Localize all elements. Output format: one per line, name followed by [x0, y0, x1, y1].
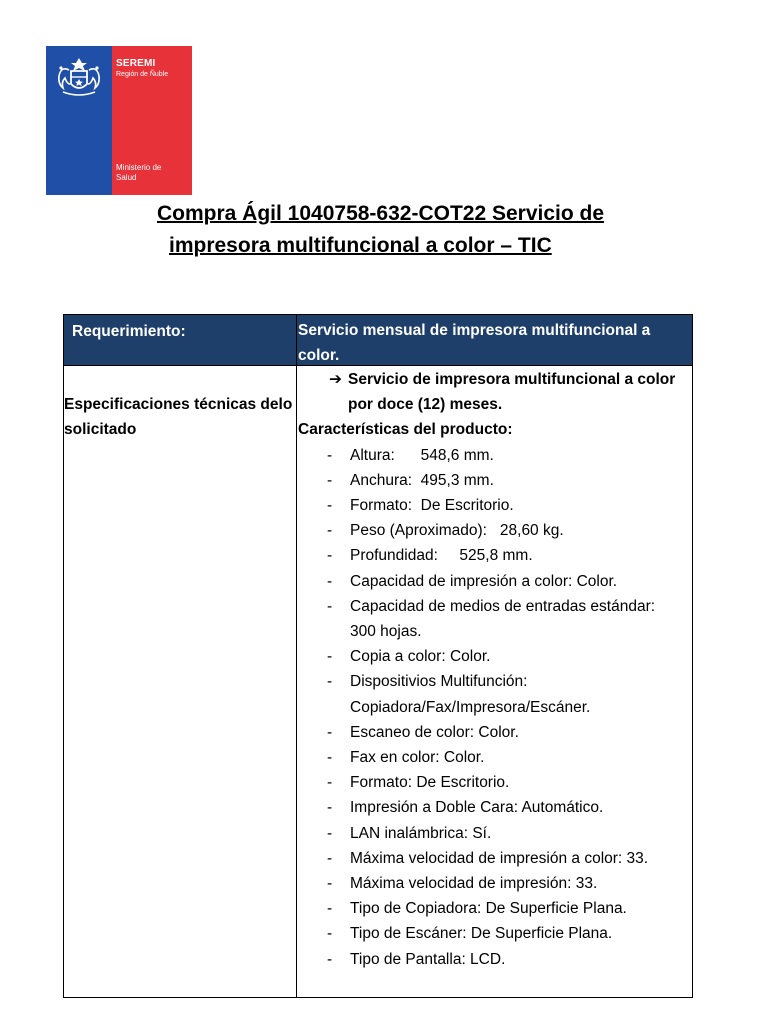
title-line1: Compra Ágil 1040758-632-COT22 Servicio de: [157, 202, 605, 225]
table-body-row: [64, 366, 692, 997]
feature-text: LAN inalámbrica: Sí.: [350, 824, 492, 842]
feature-text: Escaneo de color: Color.: [350, 723, 519, 741]
feature-item: [298, 518, 688, 543]
service-item: [298, 367, 688, 417]
feature-list: [298, 443, 688, 972]
feature-item: [298, 569, 688, 594]
logo-ministry-line2: Salud: [116, 173, 137, 182]
dash-bullet-icon: -: [327, 774, 333, 792]
feature-text: Profundidad: 525,8 mm.: [350, 547, 533, 565]
logo-blue-panel: [46, 46, 112, 195]
characteristics-heading: Características del producto:: [298, 421, 513, 439]
dash-bullet-icon: -: [327, 824, 333, 842]
dash-bullet-icon: -: [327, 547, 333, 565]
feature-item: [298, 644, 688, 669]
logo-ministry-text: [116, 163, 161, 183]
feature-text: Altura: 548,6 mm.: [350, 446, 494, 464]
feature-item: [298, 443, 688, 468]
row-content: [297, 366, 692, 997]
dash-bullet-icon: -: [327, 597, 333, 615]
seremi-logo: [46, 46, 192, 195]
feature-text: Tipo de Escáner: De Superficie Plana.: [350, 925, 613, 943]
logo-red-panel: [112, 46, 192, 195]
row-label: Especificaciones técnicas delo solicitado: [64, 366, 297, 997]
dash-bullet-icon: -: [327, 799, 333, 817]
feature-text: Máxima velocidad de impresión: 33.: [350, 875, 598, 893]
table-header-row: [64, 315, 692, 366]
arrow-right-icon: ➔: [329, 371, 342, 388]
feature-text: Máxima velocidad de impresión a color: 33.: [350, 849, 649, 867]
feature-item: [298, 669, 688, 719]
logo-org: SEREMI: [116, 58, 156, 69]
dash-bullet-icon: -: [327, 950, 333, 968]
feature-text: Dispositivios Multifunción: Copiadora/Fax/Impresora/Escáner.: [350, 673, 591, 716]
document-title: [150, 198, 710, 262]
dash-bullet-icon: -: [327, 648, 333, 666]
dash-bullet-icon: -: [327, 875, 333, 893]
header-requirement-label: Requerimiento:: [64, 315, 297, 365]
feature-text: Impresión a Doble Cara: Automático.: [350, 799, 604, 817]
dash-bullet-icon: -: [327, 446, 333, 464]
dash-bullet-icon: -: [327, 497, 333, 515]
feature-text: Fax en color: Color.: [350, 749, 485, 767]
feature-text: Anchura: 495,3 mm.: [350, 471, 494, 489]
dash-bullet-icon: -: [327, 749, 333, 767]
feature-item: [298, 896, 688, 921]
feature-text: Formato: De Escritorio.: [350, 497, 514, 515]
feature-item: [298, 871, 688, 896]
feature-text: Capacidad de medios de entradas estándar: 300 hojas.: [350, 597, 664, 641]
feature-item: [298, 921, 688, 946]
service-item-text: Servicio de impresora multifuncional a color por doce (12) meses.: [348, 371, 676, 414]
dash-bullet-icon: -: [327, 723, 333, 741]
feature-text: Tipo de Pantalla: LCD.: [350, 950, 506, 968]
feature-text: Copia a color: Color.: [350, 648, 491, 666]
feature-text: Peso (Aproximado): 28,60 kg.: [350, 522, 564, 540]
feature-text: Formato: De Escritorio.: [350, 774, 510, 792]
dash-bullet-icon: -: [327, 572, 333, 590]
dash-bullet-icon: -: [327, 900, 333, 918]
dash-bullet-icon: -: [327, 849, 333, 867]
feature-item: [298, 947, 688, 972]
logo-org-text: [116, 58, 168, 80]
feature-item: [298, 821, 688, 846]
chile-coat-of-arms-icon: [53, 54, 105, 98]
feature-item: [298, 594, 688, 644]
feature-item: [298, 493, 688, 518]
title-line2: impresora multifuncional a color – TIC: [169, 234, 552, 257]
logo-region: Región de Ñuble: [116, 71, 169, 78]
feature-text: Capacidad de impresión a color: Color.: [350, 572, 618, 590]
dash-bullet-icon: -: [327, 925, 333, 943]
logo-ministry-line1: Ministerio de: [116, 163, 162, 172]
feature-item: [298, 745, 688, 770]
dash-bullet-icon: -: [327, 471, 333, 489]
feature-item: [298, 795, 688, 820]
feature-text: Tipo de Copiadora: De Superficie Plana.: [350, 900, 627, 918]
feature-item: [298, 468, 688, 493]
feature-item: [298, 720, 688, 745]
feature-item: [298, 770, 688, 795]
feature-item: [298, 846, 688, 871]
dash-bullet-icon: -: [327, 522, 333, 540]
specifications-table: [63, 314, 693, 998]
dash-bullet-icon: -: [327, 673, 333, 691]
header-requirement-value: Servicio mensual de impresora multifuncional a color.: [298, 322, 651, 364]
feature-item: [298, 543, 688, 568]
